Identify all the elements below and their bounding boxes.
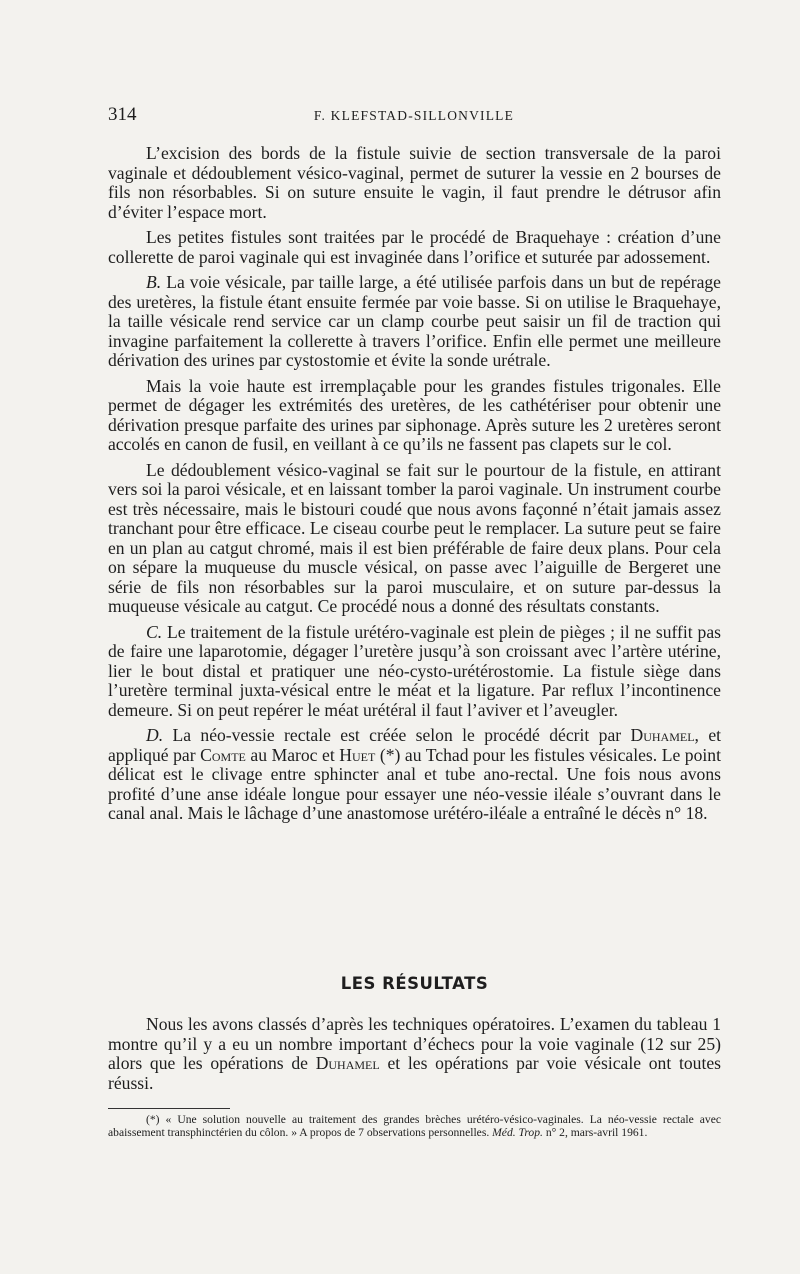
paragraph: Nous les avons classés d’après les techniques opératoires. L’examen du tableau 1 montre qu’il y a eu un nombre important d’échecs pour la voie vaginale (12 sur 25) alors que les opérations de Duhamel et les opérations par voie vésicale ont toutes réussi. bbox=[108, 1014, 721, 1093]
paragraph: Le dédoublement vésico-vaginal se fait sur le pourtour de la fistule, en attirant vers soi la paroi vésicale, et en laissant tomber la paroi vaginale. Un instrument courbe est très nécessaire, mais le bistouri coudé que nous avons façonné n’était jamais assez tranchant pour être efficace. Le ciseau courbe peut le remplacer. La suture peut se faire en un plan au catgut chromé, mais il est bien préférable de faire deux plans. Pour cela on sépare la muqueuse du muscle vésical, on passe avec l’aiguille de Bergeret une série de fils non résorbables sur la paroi musculaire, et on suture par-dessus la muqueuse vésicale au catgut. Ce procédé nous a donné des résultats constants. bbox=[108, 459, 721, 616]
paragraph-marker: C. bbox=[146, 621, 163, 642]
paragraph-marker: D. bbox=[146, 725, 164, 745]
paragraph-marker: B. bbox=[146, 272, 162, 292]
author-name: Duhamel, bbox=[630, 725, 699, 745]
results-section bbox=[108, 1015, 721, 1099]
journal-name: Méd. Trop. bbox=[492, 1126, 543, 1139]
paragraph-c: C. Le traitement de la fistule urétéro-vaginale est plein de pièges ; il ne suffit pas de faire une laparotomie, dégager l’uretère jusqu’à son croissant avec l’artère utérine, lier le bout distal et pratiquer une néo-cysto-urétérostomie. La fistule siège dans l’uretère terminal juxta-vésical entre le méat et la ligature. Par reflux l’incontinence demeure. Si on peut repérer le méat urétéral il faut l’aviver et l’aveugler. bbox=[108, 621, 721, 720]
paragraph: L’excision des bords de la fistule suivie de section transversale de la paroi vaginale et dédoublement vésico-vaginal, permet de suturer la vessie en 2 bourses de fils non résorbables. Si on suture ensuite le vagin, il faut prendre le détrusor afin d’éviter l’espace mort. bbox=[108, 143, 721, 222]
footnote: (*) « Une solution nouvelle au traitement des grandes brèches urétéro-vésico-vaginales. La néo-vessie rectale avec abaissement transphinctérien du côlon. » A propos de 7 observations personnelles. Méd. Trop. n° 2, mars-avril 1961. bbox=[108, 1113, 721, 1139]
body-text bbox=[108, 144, 721, 830]
paragraph: Les petites fistules sont traitées par le procédé de Braquehaye : création d’une collerette de paroi vaginale qui est invaginée dans l’orifice et suturée par adossement. bbox=[108, 227, 721, 267]
section-heading: LES RÉSULTATS bbox=[340, 974, 489, 993]
author-name: Duhamel bbox=[315, 1053, 380, 1073]
author-name: Comte bbox=[200, 744, 246, 765]
paragraph-d: D. La néo-vessie rectale est créée selon le procédé décrit par Duhamel, et appliqué par Comte au Maroc et Huet (*) au Tchad pour les fistules vésicales. Le point délicat est le clivage entre sphincter anal et tube ano-rectal. Une fois nous avons profité d’une anse idéale longue pour essayer une néo-vessie iléale s’ouvrant dans le canal anal. Mais le lâchage d’une anastomose urétéro-iléale a entraîné le décès n° 18. bbox=[108, 725, 722, 823]
page-header bbox=[108, 104, 720, 130]
running-head: F. KLEFSTAD-SILLONVILLE bbox=[313, 108, 515, 123]
page-number: 314 bbox=[108, 104, 137, 125]
paragraph: Mais la voie haute est irremplaçable pour les grandes fistules trigonales. Elle permet de dégager les extrémités des uretères, de les cathétériser pour obtenir une dérivation presque parfaite des urines par siphonage. Après suture les 2 uretères seront accolés en canon de fusil, en veillant à ce qu’ils ne fassent pas clapets sur le col. bbox=[108, 375, 721, 454]
footnote-rule bbox=[108, 1108, 230, 1109]
paragraph-b: B. La voie vésicale, par taille large, a été utilisée parfois dans un but de repérage des uretères, la fistule étant ensuite fermée par voie basse. Si on utilise le Braquehaye, la taille vésicale rend service car un clamp courbe peut saisir un fil de traction qui invagine parfaitement la collerette à travers l’orifice. Enfin elle permet une meilleure dérivation des urines par cystostomie et évite la sonde urétrale. bbox=[108, 272, 721, 370]
author-name: Huet bbox=[339, 744, 376, 765]
